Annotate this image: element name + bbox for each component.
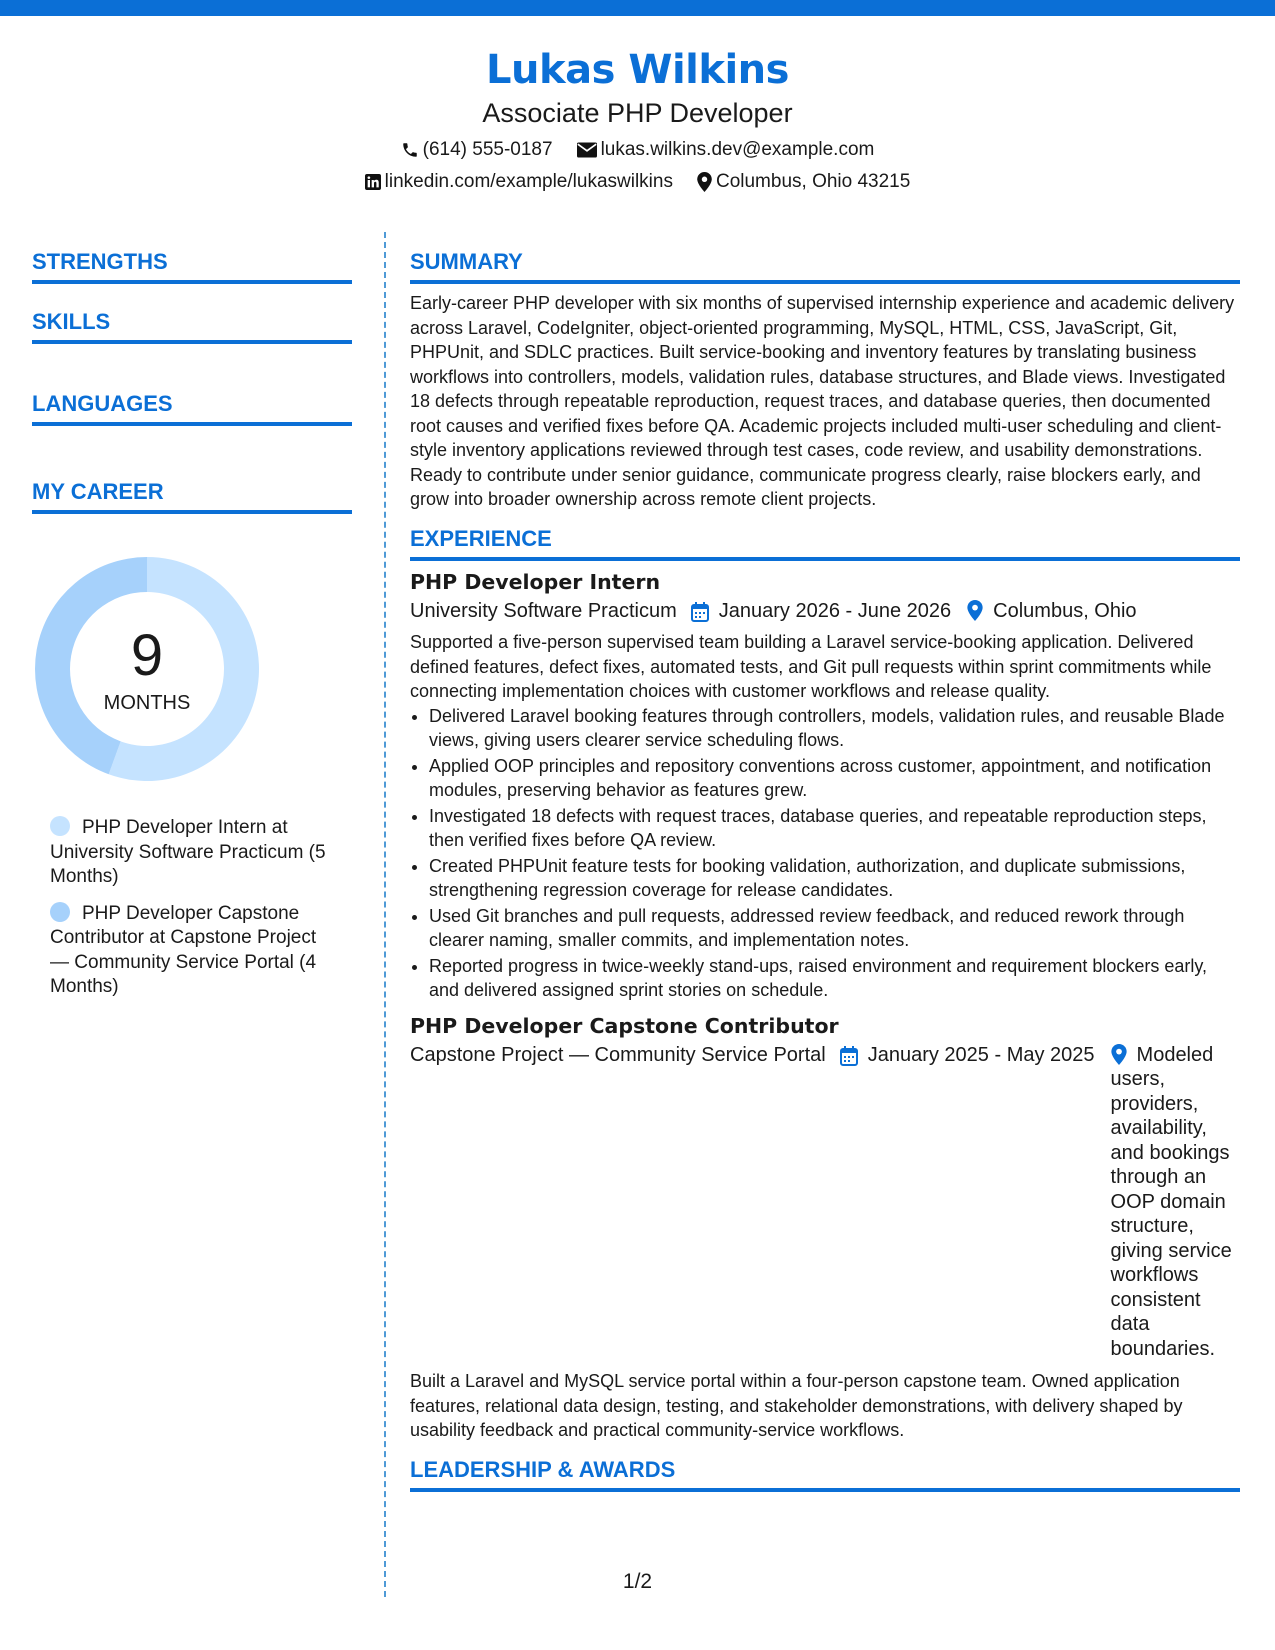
job-meta — [410, 599, 1240, 624]
bullet-item: • Investigated 18 defects with request traces, database queries, and repeatable reproduction steps, then verified fixes before QA review. — [429, 804, 1240, 853]
map-pin-icon — [967, 600, 983, 621]
donut-unit: MONTHS — [103, 692, 191, 714]
right-column — [410, 246, 1240, 1492]
linkedin-text: linkedin.com/example/lukaswilkins — [384, 171, 673, 192]
summary-text: Early-career PHP developer with six months of supervised internship experience and academic delivery across Laravel, CodeIgniter, object-oriented programming, MySQL, HTML, CSS, JavaScript, Git, PHPUnit, and SDLC practices. Built service-booking and inventory features by translating business workflows into controllers, models, validation rules, database structures, and Blade views. Investigated 18 defects through repeatable reproduction, request traces, and database queries, then documented root causes and verified fixes before QA. Academic projects included multi-user scheduling and client-style inventory applications reviewed through test cases, code review, and usability demonstrations. Ready to contribute under senior guidance, communicate progress clearly, raise blockers early, and grow into broader ownership across remote client projects. — [410, 293, 1235, 509]
top-accent-bar — [0, 0, 1275, 16]
job-dates-text: January 2026 - June 2026 — [718, 599, 952, 622]
legend-item — [50, 902, 335, 1000]
legend-dot — [50, 816, 70, 836]
my-career-heading: MY CAREER — [32, 476, 352, 514]
candidate-name: Lukas Wilkins — [486, 47, 789, 93]
column-divider — [384, 232, 386, 1597]
location-text: Columbus, Ohio 43215 — [715, 171, 911, 192]
map-pin-icon — [1111, 1044, 1127, 1065]
calendar-icon — [840, 1046, 858, 1066]
phone-icon — [401, 141, 419, 159]
job-company: Capstone Project — Community Service Portal — [410, 1043, 826, 1066]
page-number: 1/2 — [622, 1570, 653, 1593]
legend-label: PHP Developer Intern at University Software Practicum (5 Months) — [50, 817, 326, 887]
bullet-item: • Applied OOP principles and repository conventions across customer, appointment, and notification modules, preserving behavior as features grew. — [429, 754, 1240, 803]
skills-heading: SKILLS — [32, 306, 352, 344]
phone-text: (614) 555-0187 — [422, 139, 553, 160]
candidate-role: Associate PHP Developer — [482, 98, 793, 128]
calendar-icon — [691, 602, 709, 622]
leadership-heading: LEADERSHIP & AWARDS — [410, 1454, 1240, 1492]
job-meta — [410, 1043, 1240, 1362]
phone-contact[interactable] — [401, 134, 553, 166]
summary-heading: SUMMARY — [410, 246, 1240, 284]
job-location-text: Columbus, Ohio — [993, 599, 1137, 622]
legend-label: PHP Developer Capstone Contributor at Capstone Project — Community Service Portal (4 Months) — [50, 902, 317, 997]
bullet-item: • Created PHPUnit feature tests for booking validation, authorization, and duplicate submissions, strengthening regression coverage for release candidates. — [429, 854, 1240, 903]
email-contact[interactable] — [577, 134, 875, 166]
linkedin-icon — [365, 174, 381, 190]
legend-dot — [50, 902, 70, 922]
job-location — [1111, 1043, 1241, 1362]
legend-item — [50, 816, 335, 890]
job-entry — [410, 567, 1240, 1003]
job-company: University Software Practicum — [410, 599, 677, 622]
envelope-icon — [577, 142, 597, 158]
left-column — [32, 246, 352, 514]
linkedin-contact[interactable] — [365, 166, 673, 198]
job-title: PHP Developer Capstone Contributor — [410, 1013, 839, 1038]
bullet-item: • Reported progress in twice-weekly stand-ups, raised environment and requirement blockers early, and delivered assigned sprint stories on schedule. — [429, 954, 1240, 1003]
career-donut-chart — [32, 554, 262, 784]
job-dates — [691, 599, 951, 624]
bullet-item: • Delivered Laravel booking features through controllers, models, validation rules, and reusable Blade views, giving users clearer service scheduling flows. — [429, 704, 1240, 753]
strengths-heading: STRENGTHS — [32, 246, 352, 284]
job-description: Supported a five-person supervised team building a Laravel service-booking application. Delivered defined features, defect fixes, automated tests, and Git pull requests within sprint commitments while connecting implementation choices with customer workflows and release quality. — [410, 632, 1212, 701]
languages-heading: LANGUAGES — [32, 388, 352, 426]
job-entry — [410, 1011, 1240, 1443]
job-location-text: Modeled users, providers, availability, and bookings through an OOP domain structure, giving service workflows consistent data boundaries. — [1110, 1043, 1232, 1360]
contact-row-2 — [0, 166, 1275, 198]
experience-heading: EXPERIENCE — [410, 523, 1240, 561]
map-pin-icon — [697, 172, 712, 192]
contact-row-1 — [0, 134, 1275, 166]
career-legend — [50, 816, 335, 1012]
job-bullets — [410, 704, 1240, 1003]
donut-total: 9 — [130, 623, 164, 688]
job-description: Built a Laravel and MySQL service portal within a four-person capstone team. Owned application features, relational data design, testing, and stakeholder demonstrations, with delivery shaped by usability feedback and practical community-service workflows. — [410, 1371, 1183, 1440]
job-dates-text: January 2025 - May 2025 — [867, 1043, 1095, 1066]
job-title: PHP Developer Intern — [410, 569, 661, 594]
job-location — [967, 599, 1136, 624]
bullet-item: • Used Git branches and pull requests, addressed review feedback, and reduced rework through clearer naming, smaller commits, and implementation notes. — [429, 904, 1240, 953]
email-text: lukas.wilkins.dev@example.com — [600, 139, 875, 160]
location-contact — [697, 166, 910, 198]
resume-header — [0, 44, 1275, 198]
job-dates — [840, 1043, 1095, 1068]
